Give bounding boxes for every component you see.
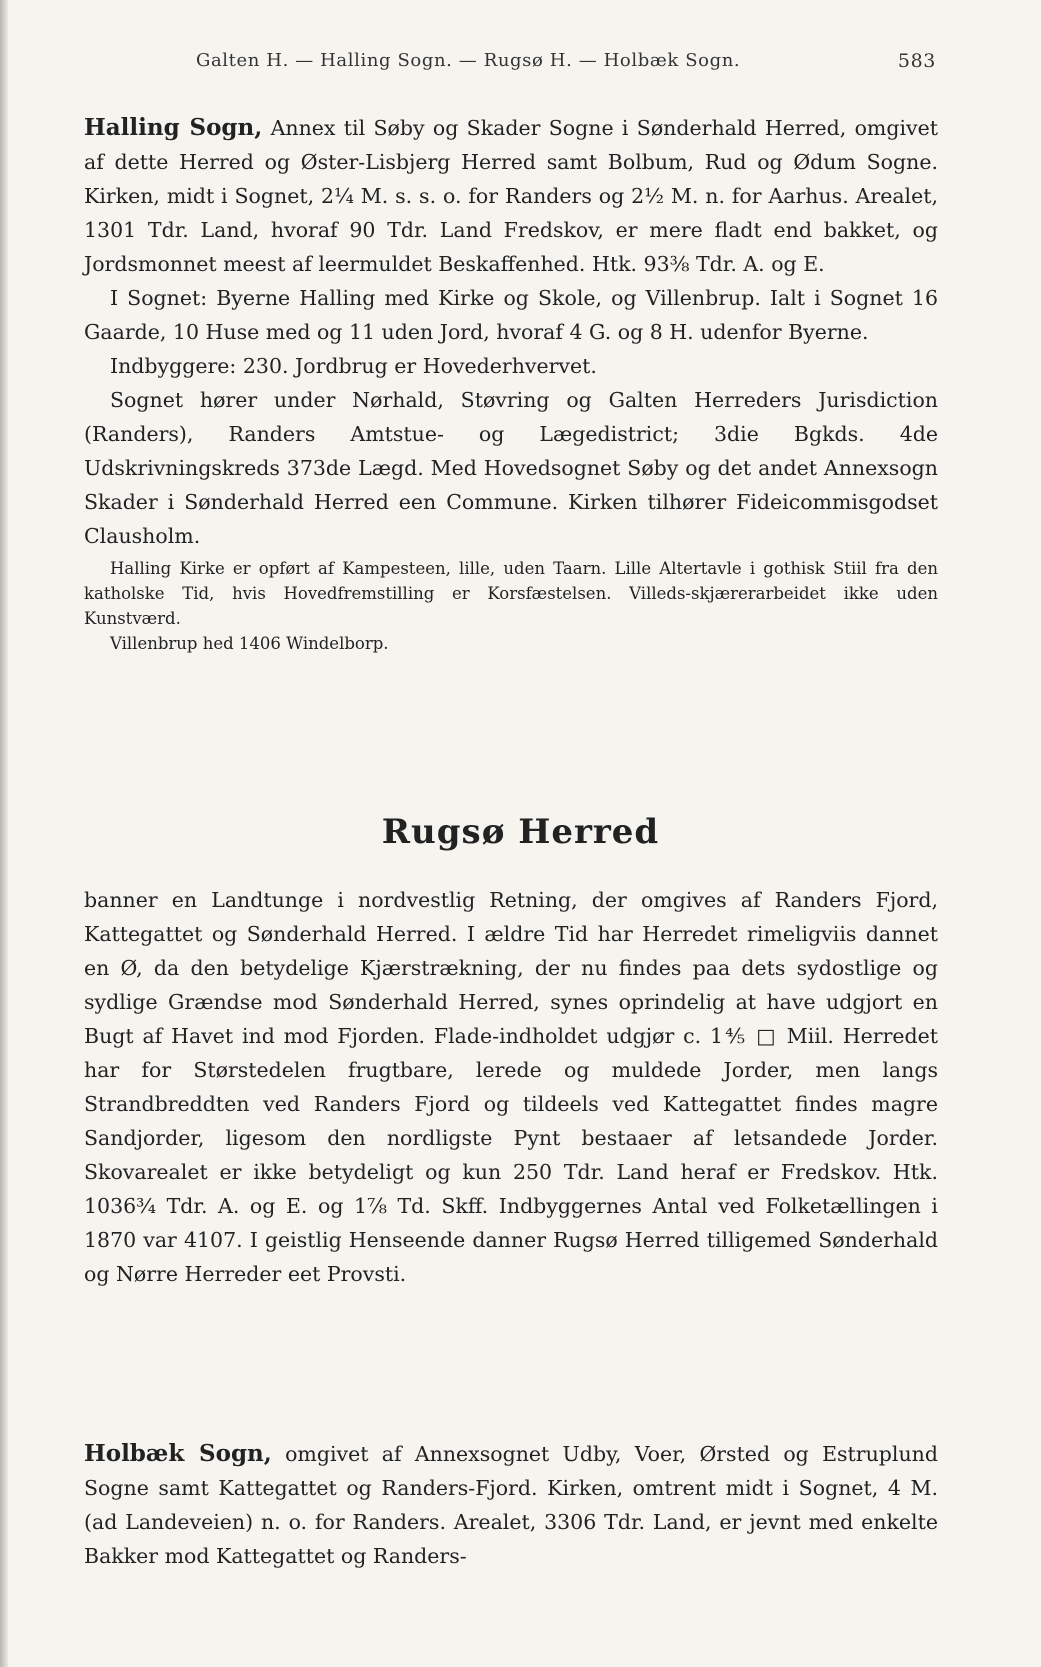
holbaek-intro [84,1437,938,1573]
halling-p4: Sognet hører under Nørhald, Støvring og Galten Herreders Jurisdiction (Randers), Randers Amtstue- og Lægedistrict; 3die Bgkds. 4de Udskrivningskreds 373de Lægd. Med Hovedsognet Søby og det andet Annexsogn Skader i Sønderhald Herred een Commune. Kirken tilhører Fideicommisgodset Clausholm. [84,388,938,548]
page-number: 583 [897,50,936,72]
halling-note-2: Villenbrup hed 1406 Windelborp. [110,634,389,653]
halling-p1: Annex til Søby og Skader Sogne i Sønderhald Herred, omgivet af dette Herred og Øster-Lisbjerg Herred samt Bolbum, Rud og Ødum Sogne. Kirken, midt i Sognet, 2¼ M. s. s. o. for Randers og 2½ M. n. for Aarhus. Arealet, 1301 Tdr. Land, hvoraf 90 Tdr. Land Fredskov, er mere fladt end bakket, og Jordsmonnet meest af leermuldet Beskaffenhed. Htk. 93⅜ Tdr. A. og E. [84,116,938,276]
halling-p2: I Sognet: Byerne Halling med Kirke og Skole, og Villenbrup. Ialt i Sognet 16 Gaarde, 10 Huse med og 11 uden Jord, hvoraf 4 G. og 8 H. udenfor Byerne. [84,286,938,344]
halling-lead: Halling Sogn, [84,114,263,141]
running-head [196,50,936,71]
rugso-body: banner en Landtunge i nordvestlig Retning, der omgives af Randers Fjord, Kattegattet og Sønderhald Herred. I ældre Tid har Herredet rimeligviis dannet en Ø, da den betydelige Kjærstrækning, der nu findes paa dets sydostlige og sydlige Grændse mod Sønderhald Herred, synes oprindelig at have udgjort en Bugt af Havet ind mod Fjorden. Flade-indholdet udgjør c. 1⅘ □ Miil. Herredet har for Størstedelen frugtbare, lerede og muldede Jorder, men langs Strandbreddten ved Randers Fjord og tildeels ved Kattegattet findes magre Sandjorder, ligesom den nordligste Pynt bestaaer af letsandede Jorder. Skovarealet er ikke betydeligt og kun 250 Tdr. Land heraf er Fredskov. Htk. 1036¾ Tdr. A. og E. og 1⅞ Td. Skff. Indbyggernes Antal ved Folketællingen i 1870 var 4107. I geistlig Henseende danner Rugsø Herred tilligemed Sønderhald og Nørre Herreder eet Provsti. [84,888,938,1286]
holbaek-entry [84,1437,938,1573]
rugso-entry [84,883,938,1291]
running-head-title: Galten H. — Halling Sogn. — Rugsø H. — Holbæk Sogn. [196,50,741,71]
rugso-heading: Rugsø Herred [381,812,660,852]
halling-entry [84,111,938,553]
halling-intro [84,111,938,281]
halling-note-1: Halling Kirke er opført af Kampesteen, lille, uden Taarn. Lille Altertavle i gothisk Stiil fra den katholske Tid, hvis Hovedfremstilling er Korsfæstelsen. Villeds-skjærerarbeidet ikke uden Kunstværd. [84,559,938,628]
holbaek-lead: Holbæk Sogn, [84,1440,272,1467]
holbaek-body: omgivet af Annexsognet Udby, Voer, Ørsted og Estruplund Sogne samt Kattegattet og Randers-Fjord. Kirken, omtrent midt i Sognet, 4 M. (ad Landeveien) n. o. for Randers. Arealet, 3306 Tdr. Land, er jevnt med enkelte Bakker mod Kattegattet og Randers- [84,1442,938,1568]
halling-notes [84,556,938,656]
halling-p3: Indbyggere: 230. Jordbrug er Hovederhvervet. [110,354,597,378]
